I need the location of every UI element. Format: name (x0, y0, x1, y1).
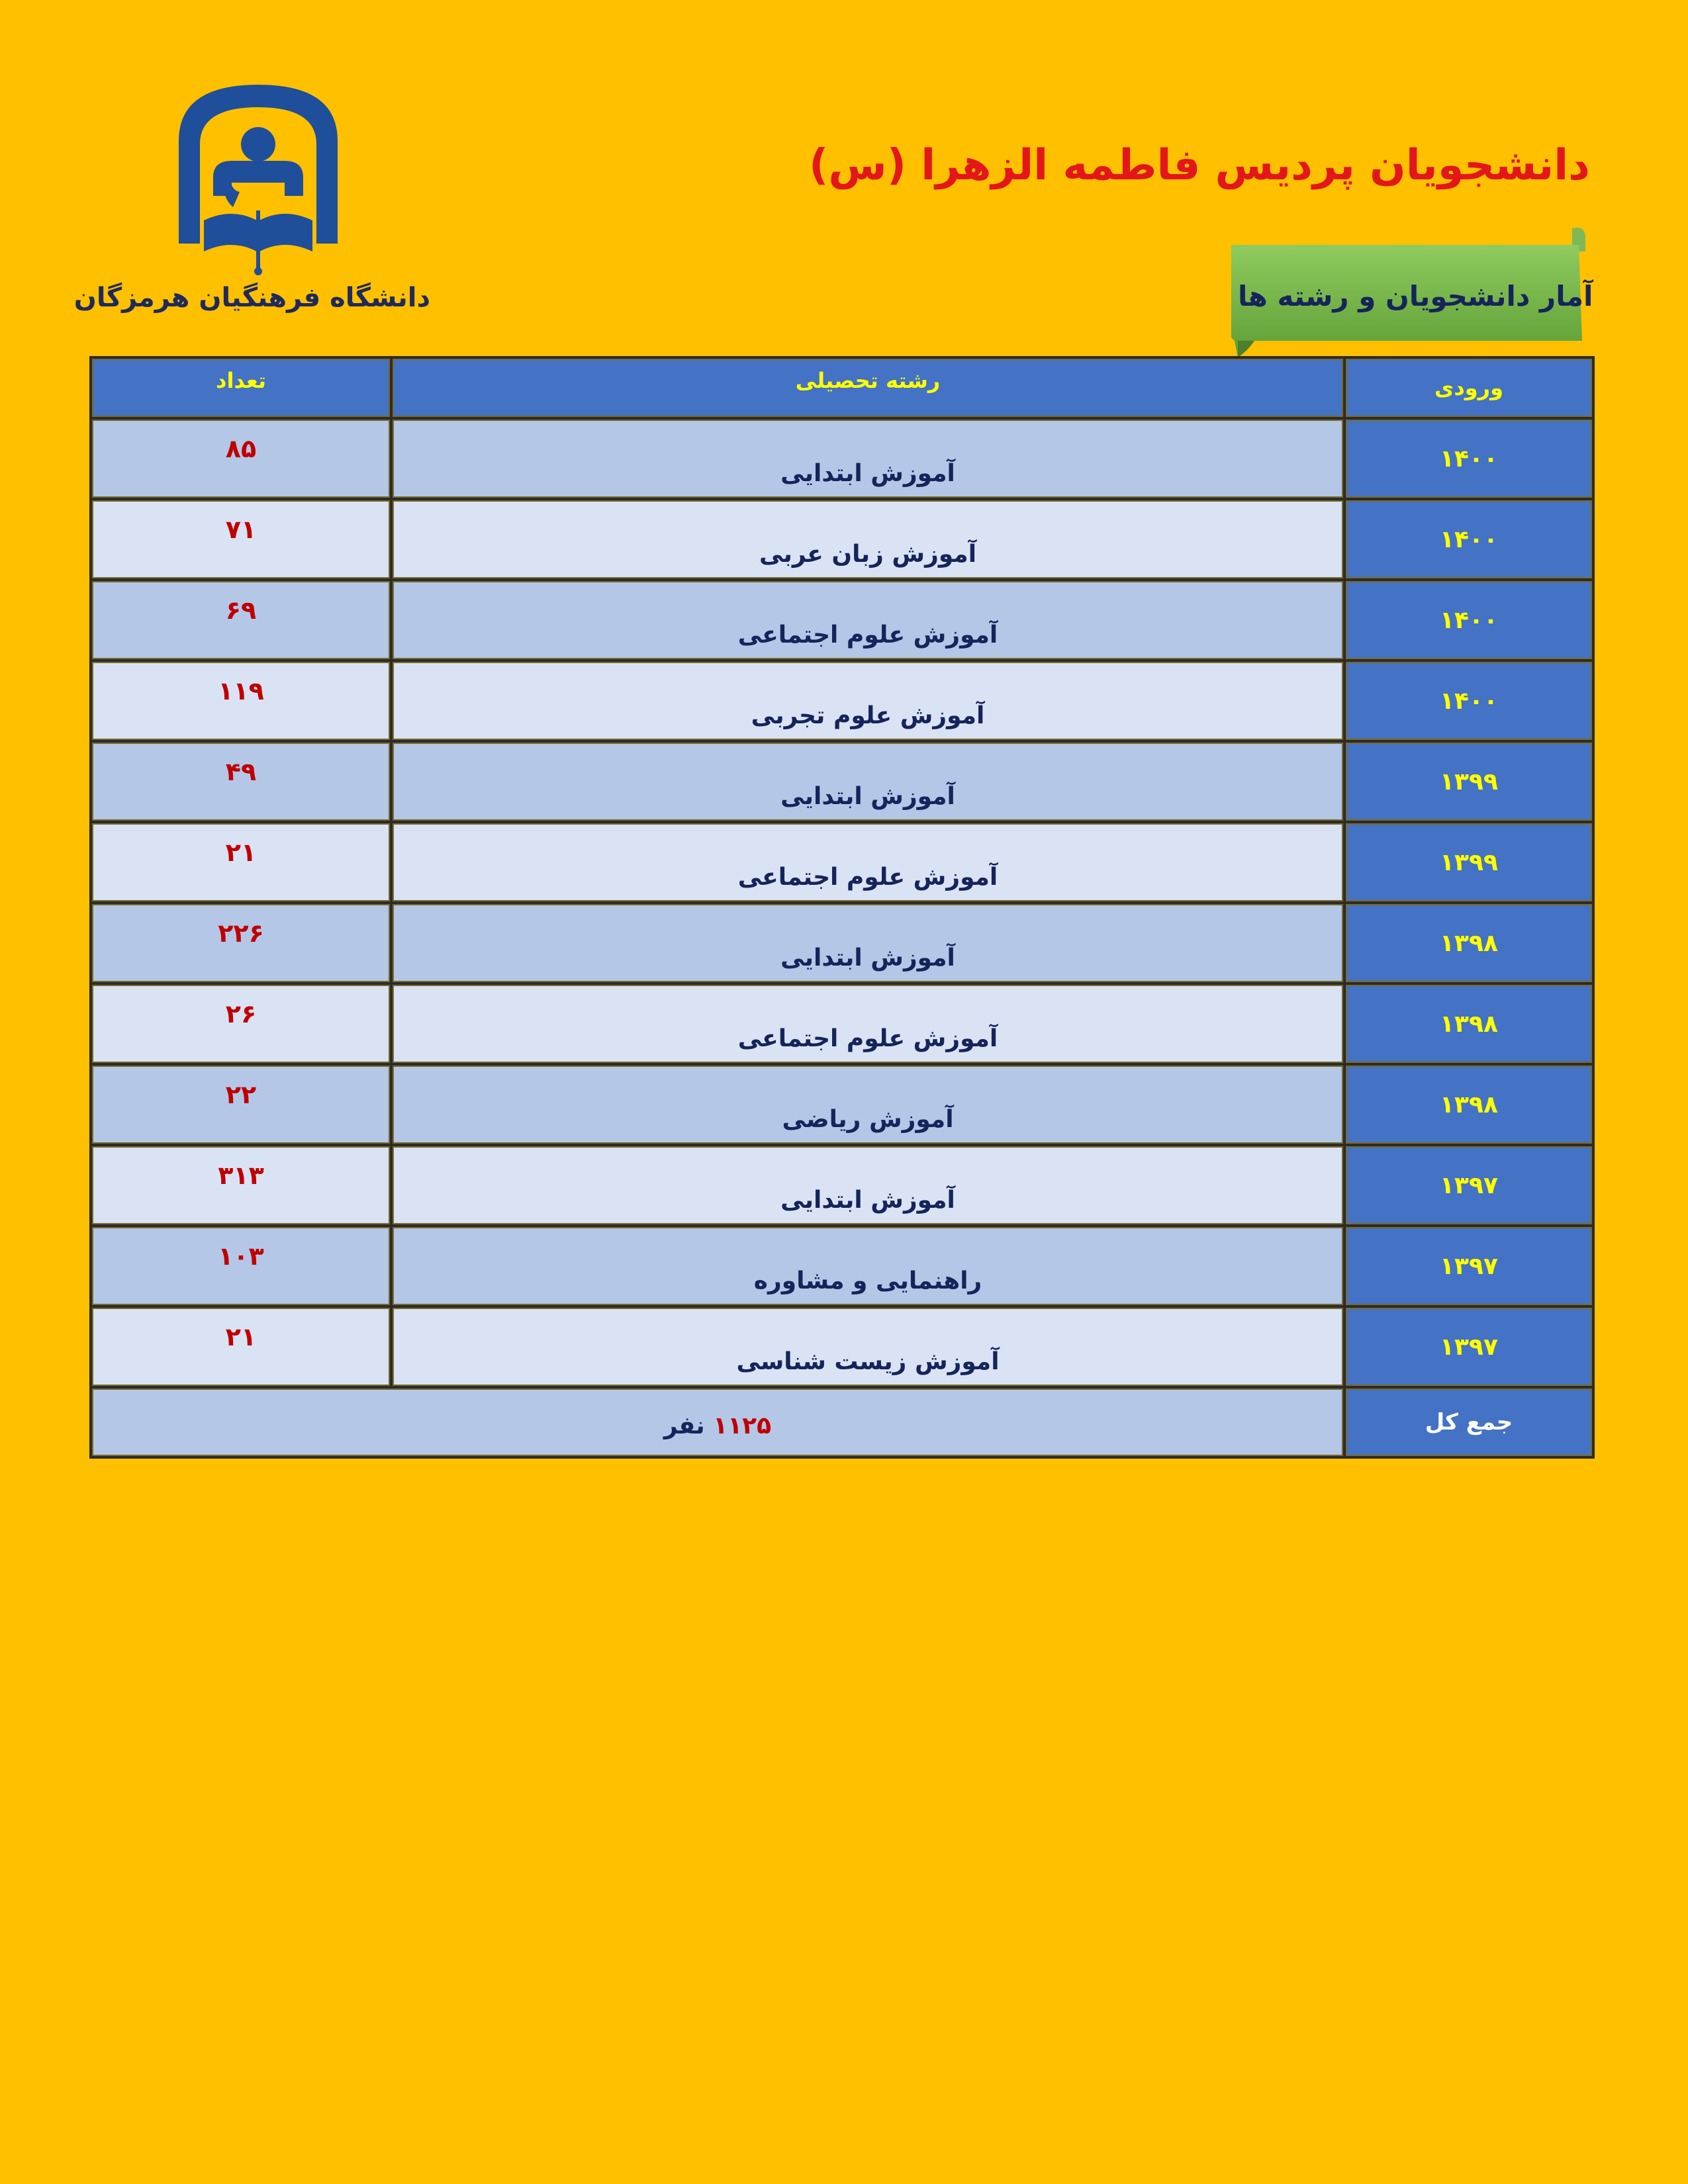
count-cell: ۲۱ (92, 823, 390, 901)
count-cell: ۱۱۹ (92, 662, 390, 740)
subtitle-text: آمار دانشجویان و رشته ها (1238, 279, 1593, 312)
table-row (92, 904, 1592, 982)
field-cell: آموزش زیست شناسی (393, 1308, 1343, 1386)
field-cell: آموزش علوم اجتماعی (393, 823, 1343, 901)
year-cell: ۱۴۰۰ (1346, 500, 1592, 578)
table-row (92, 985, 1592, 1063)
table-row (92, 1308, 1592, 1386)
field-cell: راهنمایی و مشاوره (393, 1227, 1343, 1305)
year-cell: ۱۳۹۷ (1346, 1227, 1592, 1305)
year-cell: ۱۳۹۹ (1346, 743, 1592, 821)
field-cell: آموزش علوم اجتماعی (393, 581, 1343, 659)
year-cell: ۱۳۹۹ (1346, 823, 1592, 901)
total-label: جمع کل (1346, 1388, 1592, 1456)
year-cell: ۱۳۹۷ (1346, 1308, 1592, 1386)
field-cell: آموزش علوم تجربی (393, 662, 1343, 740)
column-header-count: تعداد (92, 359, 390, 417)
page-title: دانشجویان پردیس فاطمه الزهرا (س) (809, 141, 1590, 190)
table-row (92, 1146, 1592, 1224)
count-cell: ۷۱ (92, 500, 390, 578)
field-cell: آموزش ابتدایی (393, 1146, 1343, 1224)
count-cell: ۱۰۳ (92, 1227, 390, 1305)
count-cell: ۲۶ (92, 985, 390, 1063)
table-row (92, 420, 1592, 498)
field-cell: آموزش ریاضی (393, 1066, 1343, 1144)
year-cell: ۱۴۰۰ (1346, 420, 1592, 498)
count-cell: ۲۲۶ (92, 904, 390, 982)
year-cell: ۱۳۹۷ (1346, 1146, 1592, 1224)
year-cell: ۱۳۹۸ (1346, 985, 1592, 1063)
field-cell: آموزش ابتدایی (393, 420, 1343, 498)
total-unit: نفر (663, 1412, 705, 1439)
count-cell: ۲۲ (92, 1066, 390, 1144)
year-cell: ۱۳۹۸ (1346, 1066, 1592, 1144)
count-cell: ۳۱۳ (92, 1146, 390, 1224)
year-cell: ۱۳۹۸ (1346, 904, 1592, 982)
field-cell: آموزش ابتدایی (393, 743, 1343, 821)
count-cell: ۴۹ (92, 743, 390, 821)
field-cell: آموزش زبان عربی (393, 500, 1343, 578)
table-row (92, 581, 1592, 659)
table-row (92, 662, 1592, 740)
university-logo (165, 78, 351, 277)
logo-emblem-icon (165, 78, 351, 277)
total-value (92, 1388, 1343, 1456)
field-cell: آموزش علوم اجتماعی (393, 985, 1343, 1063)
count-cell: ۸۵ (92, 420, 390, 498)
table-header-row (92, 359, 1592, 417)
total-number: ۱۱۲۵ (713, 1412, 772, 1439)
table-row (92, 1227, 1592, 1305)
field-cell: آموزش ابتدایی (393, 904, 1343, 982)
year-cell: ۱۴۰۰ (1346, 662, 1592, 740)
total-row (92, 1388, 1592, 1456)
table-row (92, 823, 1592, 901)
column-header-year: ورودی (1346, 359, 1592, 417)
logo-caption: دانشگاه فرهنگیان هرمزگان (73, 283, 430, 313)
column-header-field: رشته تحصیلی (393, 359, 1343, 417)
count-cell: ۲۱ (92, 1308, 390, 1386)
count-cell: ۶۹ (92, 581, 390, 659)
table-row (92, 1066, 1592, 1144)
students-table (89, 356, 1595, 1459)
table-row (92, 500, 1592, 578)
table-row (92, 743, 1592, 821)
year-cell: ۱۴۰۰ (1346, 581, 1592, 659)
